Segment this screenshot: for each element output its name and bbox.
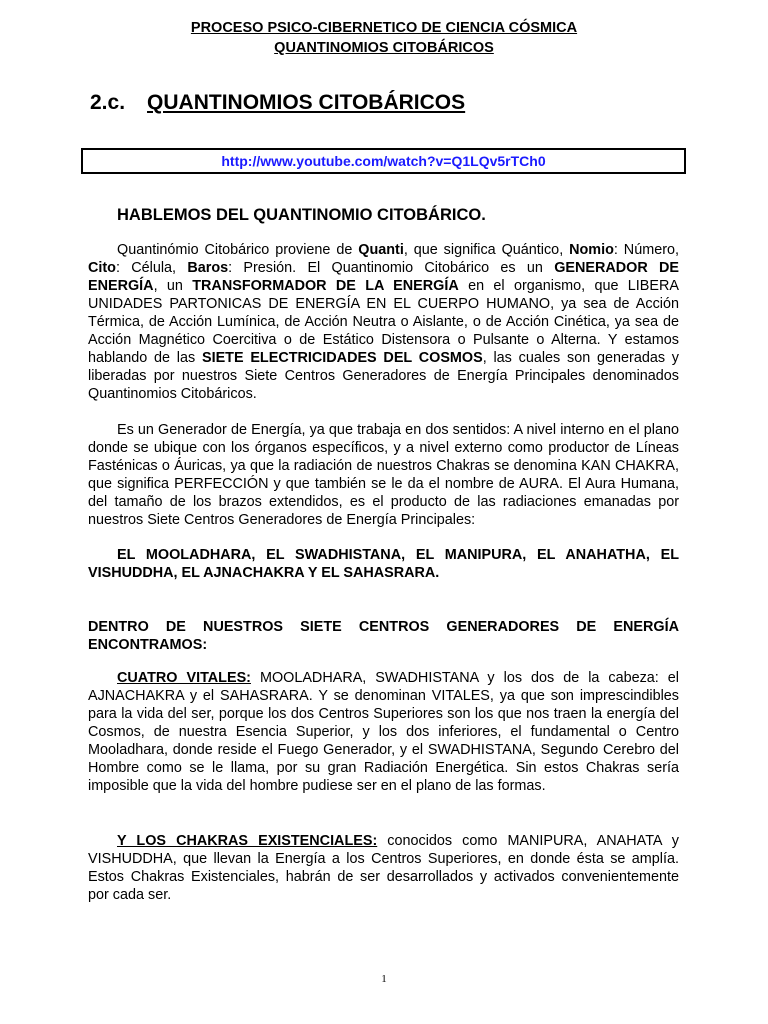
paragraph-chakras-list: EL MOOLADHARA, EL SWADHISTANA, EL MANIPURA, EL ANAHATHA, EL VISHUDDHA, EL AJNACHAKRA Y EL SAHASRARA. — [88, 547, 679, 581]
paragraph-cuatro-vitales: CUATRO VITALES: MOOLADHARA, SWADHISTANA y los dos de la cabeza: el AJNACHAKRA y el SAHASRARA. Y se denominan VITALES, ya que son imprescindibles para la vida del ser, porque los dos Centros Superiores son los que nos traen la energía del Cosmos, de nuestra Esencia Superior, y los dos inferiores, el fundamental o Centro Mooladhara, donde reside el Fuego Generador, y el SWADHISTANA, Segundo Cerebro del Hombre como se le llama, por su gran Radiación Energética. Sin estos Chakras sería imposible que la vida del hombre pudiese ser en el plano de las formas. — [88, 670, 679, 794]
cuatro-vitales-label: CUATRO VITALES: — [117, 670, 251, 686]
header-title-line1: PROCESO PSICO-CIBERNETICO DE CIENCIA CÓSMICA — [190, 20, 578, 36]
paragraph-1: Quantinómio Citobárico proviene de Quanti, que significa Quántico, Nomio: Número, Cito: Célula, Baros: Presión. El Quantinomio Citobárico es un GENERADOR DE ENERGÍA, un TRANSFORMADOR DE LA ENERGÍA en el organismo, que LIBERA UNIDADES PARTONICAS DE ENERGÍA EN EL CUERPO HUMANO, ya sea de Acción Térmica, de Acción Lumínica, de Acción Neutra o Aislante, o de Acción Cinética, ya sea de Acción Magnético Coercitiva o de Estático Distensora o Pulsante o Alterna. Y estamos hablando de las SIETE ELECTRICIDADES DEL COSMOS, las cuales son generadas y liberadas por nuestros Siete Centros Generadores de Energía Principales denominados Quantinomios Citobáricos. — [88, 242, 679, 402]
section-heading — [90, 90, 465, 116]
youtube-link[interactable]: http://www.youtube.com/watch?v=Q1LQv5rTCh0 — [221, 153, 546, 169]
header-title-line2: QUANTINOMIOS CITOBÁRICOS — [274, 40, 494, 56]
existenciales-label: Y LOS CHAKRAS EXISTENCIALES: — [117, 833, 378, 849]
link-box — [81, 148, 686, 174]
paragraph-existenciales: Y LOS CHAKRAS EXISTENCIALES: conocidos como MANIPURA, ANAHATA y VISHUDDHA, que llevan la Energía a los Centros Superiores, en donde ésta se amplía. Estos Chakras Existenciales, habrán de ser desarrollados y activados convenientemente por cada ser. — [88, 833, 679, 903]
section-number: 2.c. — [90, 91, 126, 114]
paragraph-centros-heading: DENTRO DE NUESTROS SIETE CENTROS GENERADORES DE ENERGÍA ENCONTRAMOS: — [88, 619, 679, 653]
page-number: 1 — [381, 973, 387, 985]
section-title: QUANTINOMIOS CITOBÁRICOS — [147, 91, 466, 114]
subtitle: HABLEMOS DEL QUANTINOMIO CITOBÁRICO. — [117, 206, 486, 224]
paragraph-2: Es un Generador de Energía, ya que trabaja en dos sentidos: A nivel interno en el plano donde se ubique con los órganos específicos, y a nivel externo como productor de Líneas Fasténicas o Áuricas, ya que la radiación de nuestros Chakras se denomina KAN CHAKRA, que significa PERFECCIÓN y que también se le da el nombre de AURA. El Aura Humana, del tamaño de los brazos extendidos, es el producto de las radiaciones emanadas por nuestros Siete Centros Generadores de Energía Principales: — [88, 422, 679, 528]
